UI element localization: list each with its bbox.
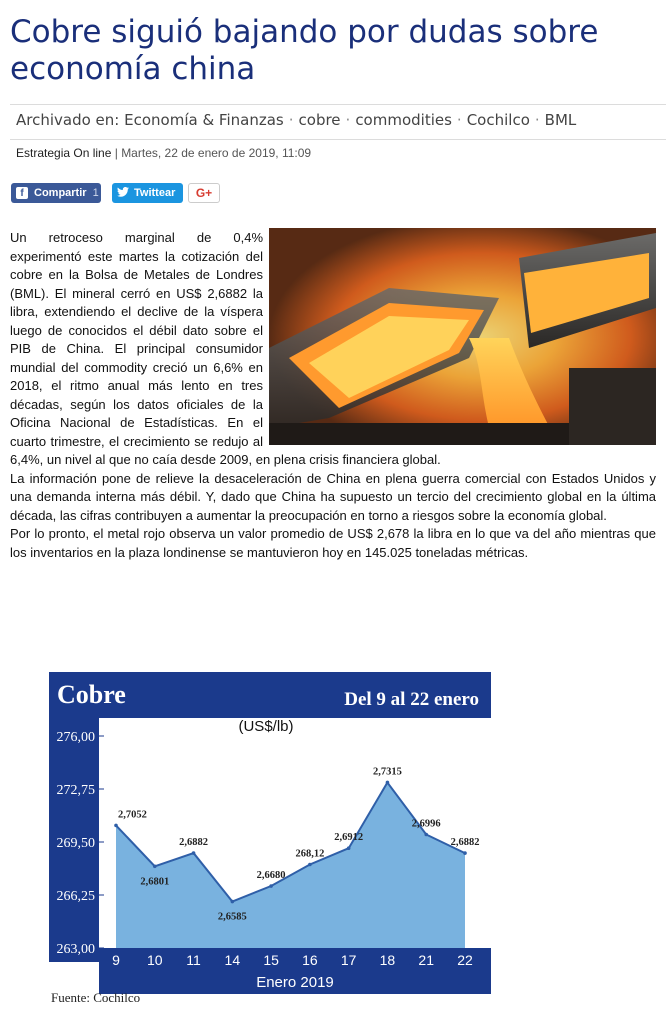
chart-x-tick-label: 9 bbox=[112, 952, 120, 968]
byline: Estrategia On line | Martes, 22 de enero de 2019, 11:09 bbox=[16, 146, 312, 160]
archived-label: Archivado en: bbox=[16, 111, 120, 129]
chart-data-point bbox=[231, 900, 235, 904]
article-paragraph: Por lo pronto, el metal rojo observa un valor promedio de US$ 2,678 la libra en lo que va del año mientras que los inventarios en la plaza londinense se mantuvieron hoy en 145.025 toneladas métricas. bbox=[10, 526, 656, 560]
chart-data-point bbox=[269, 884, 273, 888]
page-title: Cobre siguió bajando por dudas sobre economía china bbox=[10, 14, 599, 87]
twitter-share-button[interactable] bbox=[112, 183, 183, 203]
chart-source-caption: Fuente: Cochilco bbox=[51, 990, 141, 1005]
article-paragraph: Un retroceso marginal de 0,4% experimentó este martes la cotización del cobre en la Bolsa de Metales de Londres (BML). El mineral cerró en US$ 2,6882 la libra, extendiendo el declive de la víspera luego de conocidos el débil dato sobre el PIB de China. El principal consumidor mundial del commodity creció un 6,6% en 2018, el ritmo anual más lento en tres décadas, según los datos oficiales de la Oficina Nacional de Estadísticas. En el cuarto trimestre, el crecimiento se redujo al 6,4%, un nivel al que no caía desde 2009, en plena crisis financiera global. bbox=[10, 230, 441, 467]
chart-subtitle: Del 9 al 22 enero bbox=[344, 689, 479, 710]
article-body bbox=[10, 229, 656, 562]
chart-data-label: 2,6912 bbox=[334, 832, 364, 844]
twitter-share-label: Twittear bbox=[134, 187, 176, 199]
tag-link-bml[interactable]: BML bbox=[544, 111, 577, 129]
tag-link-cochilco[interactable]: Cochilco bbox=[466, 111, 530, 129]
chart-data-point bbox=[153, 864, 157, 868]
chart-data-point bbox=[192, 851, 196, 855]
chart-data-label: 2,6882 bbox=[179, 837, 208, 849]
chart-data-point bbox=[347, 846, 351, 850]
chart-x-tick-label: 21 bbox=[418, 952, 435, 968]
facebook-share-button[interactable] bbox=[11, 183, 101, 203]
chart-data-point bbox=[386, 781, 390, 785]
chart-x-tick-label: 16 bbox=[302, 952, 318, 968]
chart-data-label: 2,6680 bbox=[256, 870, 286, 882]
copper-price-chart bbox=[49, 672, 491, 994]
chart-x-axis-label: Enero 2019 bbox=[256, 974, 334, 991]
chart-x-tick-label: 18 bbox=[379, 952, 396, 968]
twitter-bird-icon bbox=[117, 186, 129, 200]
article-paragraph: La información pone de relieve la desaceleración de China en plena guerra comercial con Estados Unidos y una demanda interna más débil. Y, dado que China ha supuesto un tercio del crecimiento global en la última década, las cifras contribuyen a aumentar la preocupación en torno a riesgos sobre la economía global. bbox=[10, 470, 656, 523]
chart-data-point bbox=[114, 824, 118, 828]
chart-svg bbox=[49, 672, 491, 994]
chart-y-tick-label: 263,00 bbox=[56, 942, 95, 957]
chart-y-tick-label: 269,50 bbox=[56, 836, 95, 851]
chart-data-point bbox=[308, 863, 312, 867]
chart-x-tick-label: 10 bbox=[146, 952, 163, 968]
chart-x-tick-label: 14 bbox=[224, 952, 241, 968]
archived-tags-bar: Archivado en: Economía & Finanzas · cobre · commodities · Cochilco · BML bbox=[10, 104, 666, 140]
byline-date: Martes, 22 de enero de 2019, 11:09 bbox=[121, 146, 312, 160]
chart-title: Cobre bbox=[57, 680, 126, 709]
tag-link-commodities[interactable]: commodities bbox=[355, 111, 452, 129]
facebook-share-count: 1 bbox=[92, 187, 99, 199]
chart-x-tick-label: 15 bbox=[263, 952, 279, 968]
chart-data-point bbox=[424, 833, 428, 837]
chart-data-label: 2,6996 bbox=[411, 818, 441, 830]
chart-data-label: 2,6882 bbox=[450, 837, 480, 849]
chart-data-label: 268,12 bbox=[295, 848, 325, 860]
byline-source: Estrategia On line bbox=[16, 146, 112, 160]
tag-link-cobre[interactable]: cobre bbox=[298, 111, 341, 129]
chart-unit-label: (US$/lb) bbox=[238, 718, 294, 735]
google-plus-button[interactable]: G+ bbox=[188, 183, 220, 203]
facebook-icon: f bbox=[16, 187, 28, 199]
chart-y-tick-label: 272,75 bbox=[56, 783, 95, 798]
facebook-share-label: Compartir bbox=[34, 187, 87, 199]
chart-y-tick-label: 266,25 bbox=[56, 889, 95, 904]
chart-x-tick-label: 22 bbox=[457, 952, 473, 968]
chart-data-label: 2,7052 bbox=[118, 809, 147, 821]
chart-y-tick-label: 276,00 bbox=[56, 730, 95, 745]
tag-link-economia[interactable]: Economía & Finanzas bbox=[124, 111, 284, 129]
chart-data-label: 2,7315 bbox=[373, 766, 402, 778]
chart-data-label: 2,6585 bbox=[217, 911, 247, 923]
chart-data-label: 2,6801 bbox=[140, 876, 170, 888]
chart-x-tick-label: 11 bbox=[186, 952, 201, 968]
chart-data-point bbox=[463, 851, 467, 855]
chart-x-tick-label: 17 bbox=[340, 952, 357, 968]
